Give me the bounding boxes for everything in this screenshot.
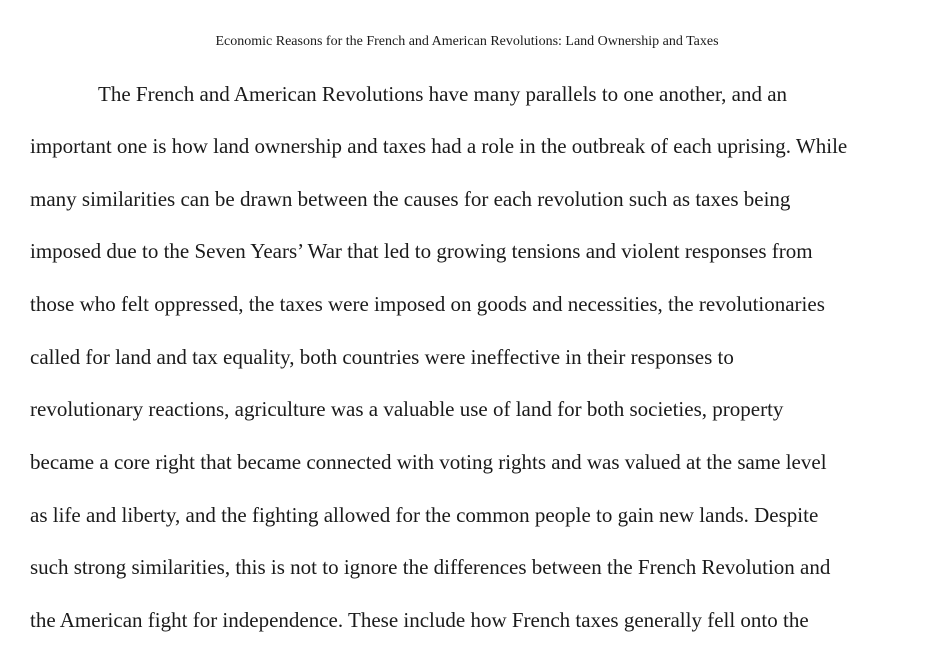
- paragraph-line: such strong similarities, this is not to ignore the differences between the French Revolution and: [30, 555, 831, 579]
- paragraph-line: became a core right that became connected with voting rights and was valued at the same level: [30, 450, 827, 474]
- paragraph-line: The French and American Revolutions have many parallels to one another, and an: [98, 82, 788, 106]
- paragraph-line: revolutionary reactions, agriculture was a valuable use of land for both societies, property: [30, 397, 784, 421]
- paragraph-line: called for land and tax equality, both countries were ineffective in their responses to: [30, 345, 734, 369]
- paragraph-line: the American fight for independence. These include how French taxes generally fell onto the: [30, 608, 809, 632]
- paragraph-line: as life and liberty, and the fighting allowed for the common people to gain new lands. Despite: [30, 503, 819, 527]
- document-title: Economic Reasons for the French and American Revolutions: Land Ownership and Taxes: [215, 34, 719, 49]
- paragraph-line: those who felt oppressed, the taxes were imposed on goods and necessities, the revolutionaries: [30, 292, 825, 316]
- paragraph-line: important one is how land ownership and taxes had a role in the outbreak of each uprising. While: [30, 134, 848, 158]
- paragraph-line: imposed due to the Seven Years’ War that led to growing tensions and violent responses from: [30, 239, 813, 263]
- paragraph-line: many similarities can be drawn between the causes for each revolution such as taxes being: [30, 187, 791, 211]
